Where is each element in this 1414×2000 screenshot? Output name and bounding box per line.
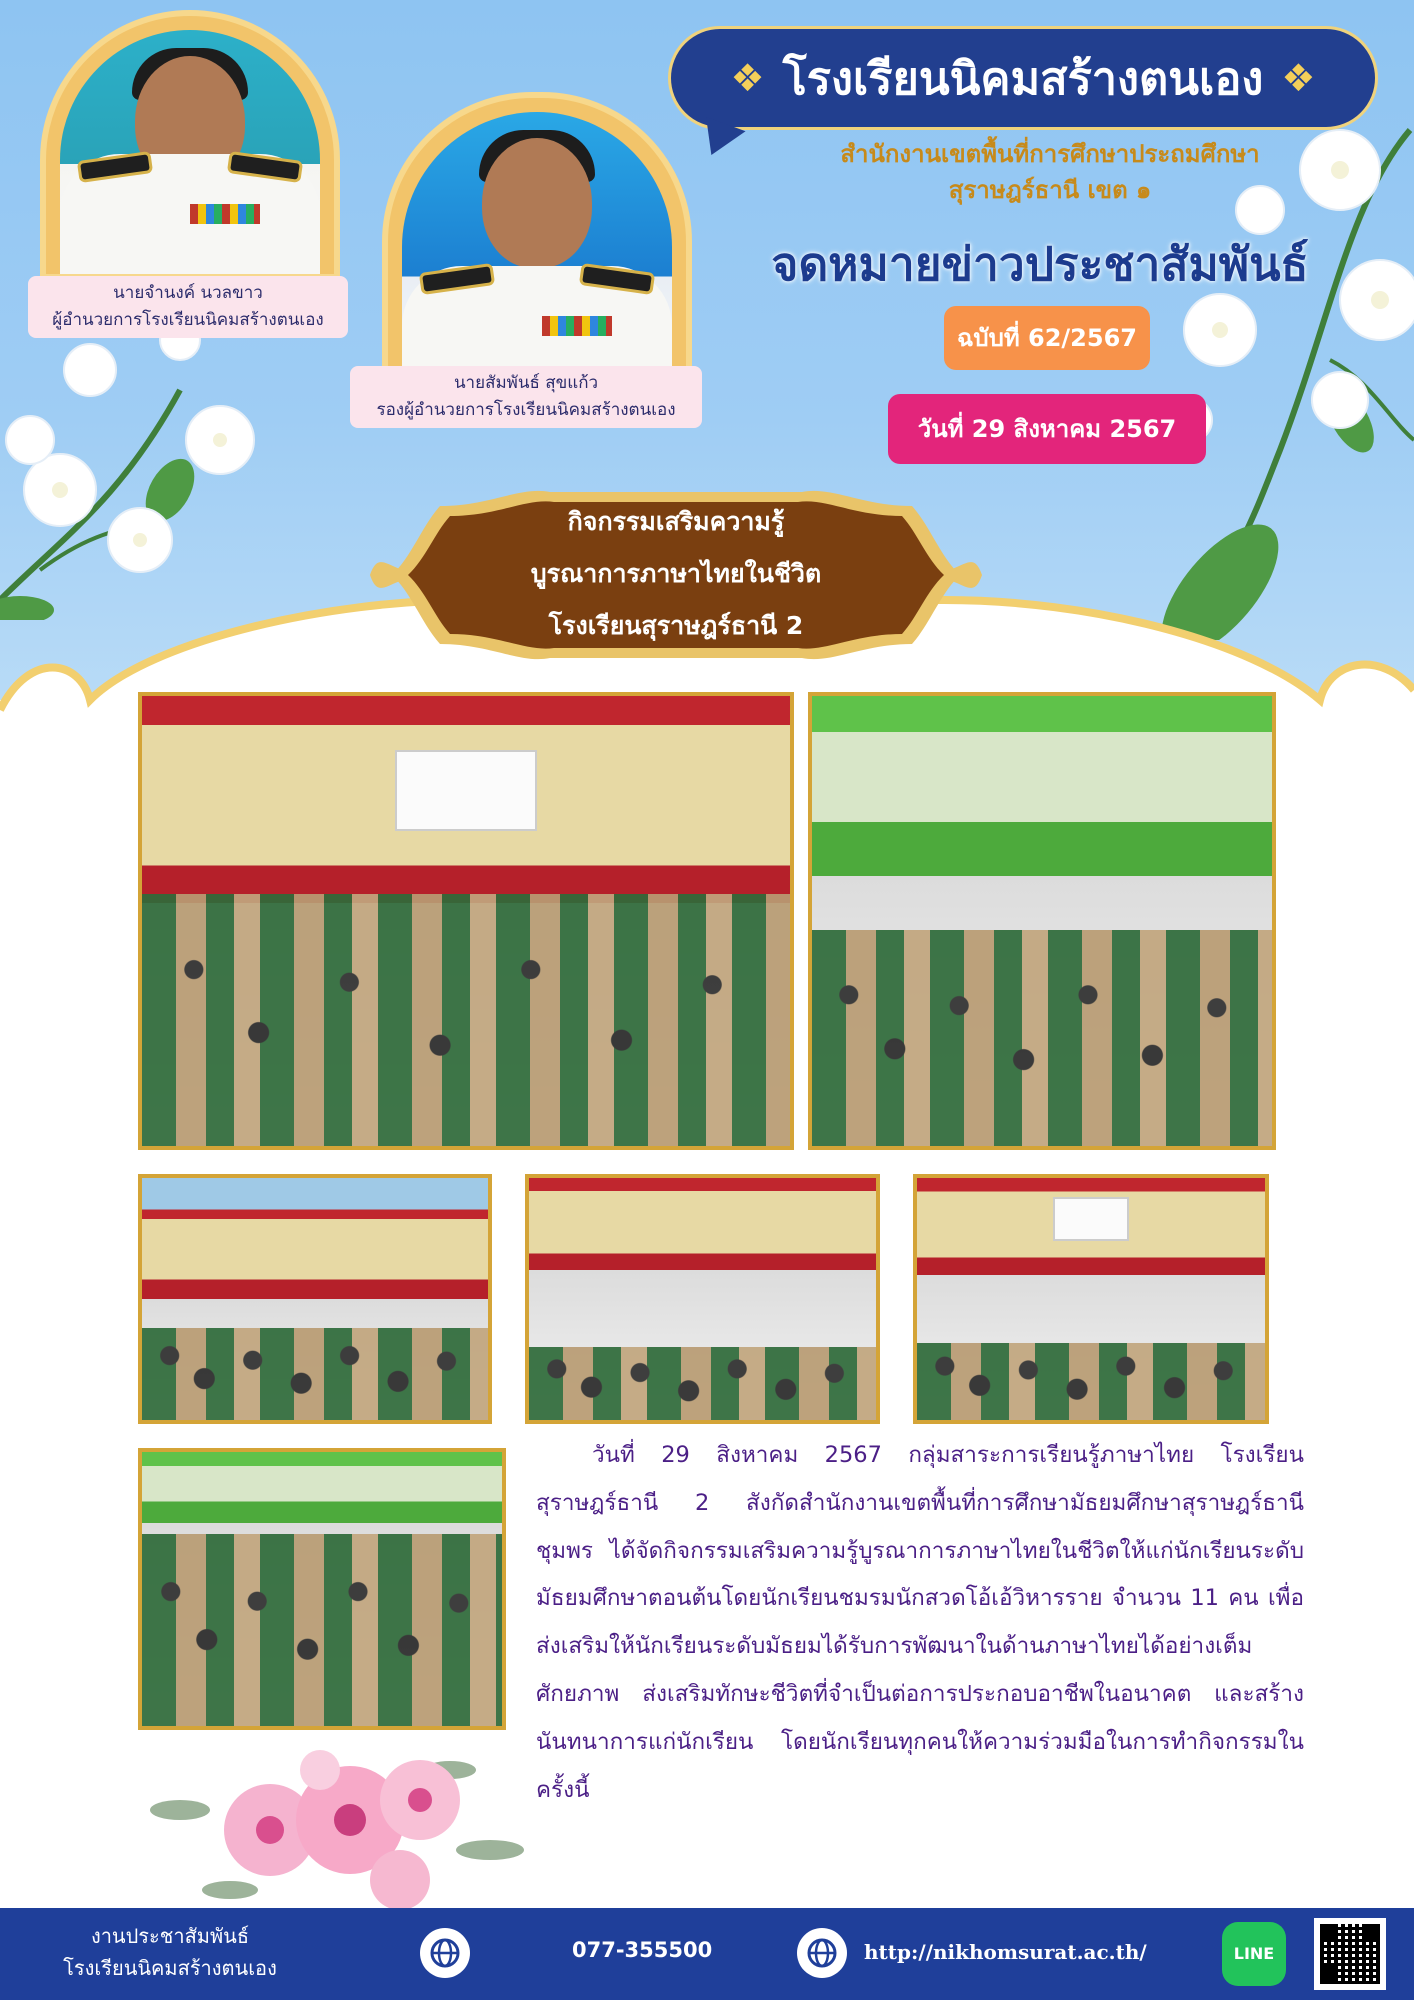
footer-dept-line-1: งานประชาสัมพันธ์ — [90, 1924, 250, 1948]
footer-website-link[interactable]: http://nikhomsurat.ac.th/ — [864, 1940, 1147, 1964]
activity-photo-4 — [525, 1174, 880, 1424]
activity-line-1: กิจกรรมเสริมความรู้ — [567, 507, 785, 536]
issue-badge: ฉบับที่ 62/2567 — [944, 306, 1150, 370]
newsletter-title: จดหมายข่าวประชาสัมพันธ์ — [771, 237, 1309, 291]
pink-flowers-decoration — [150, 1730, 530, 1930]
deputy-position: รองผู้อำนวยการโรงเรียนนิคมสร้างตนเอง — [376, 400, 676, 420]
office-line-2: สุราษฎร์ธานี เขต ๑ — [948, 176, 1152, 204]
globe-icon — [420, 1928, 470, 1978]
line-app-icon[interactable]: LINE — [1222, 1922, 1286, 1986]
director-position: ผู้อำนวยการโรงเรียนนิคมสร้างตนเอง — [52, 310, 324, 330]
diamond-ornament-icon: ❖ — [730, 56, 765, 100]
footer — [0, 1908, 1414, 2000]
activity-photo-2 — [808, 692, 1276, 1150]
footer-dept-line-2: โรงเรียนนิคมสร้างตนเอง — [63, 1956, 277, 1980]
footer-phone[interactable]: 077-355500 — [572, 1938, 713, 1962]
office-line-1: สำนักงานเขตพื้นที่การศึกษาประถมศึกษา — [840, 140, 1260, 168]
qr-code-icon[interactable] — [1314, 1918, 1386, 1990]
director-name: นายจำนงค์ นวลขาว — [113, 283, 263, 303]
footer-department — [40, 1920, 300, 1984]
education-office — [780, 136, 1320, 208]
deputy-name: นายสัมพันธ์ สุขแก้ว — [453, 373, 599, 393]
activity-title — [400, 496, 952, 652]
article-body: วันที่ 29 สิงหาคม 2567 กลุ่มสาระการเรียนรู้ภาษาไทย โรงเรียนสุราษฎร์ธานี 2 สังกัดสำนักงานเขตพื้นที่การศึกษามัธยมศึกษาสุราษฎร์ธานี ชุมพร ได้จัดกิจกรรมเสริมความรู้บูรณาการภาษาไทยในชีวิตให้แก่นักเรียนระดับมัธยมศึกษาตอนต้นโดยนักเรียนชมรมนักสวดโอ้เอ้วิหารราย จำนวน 11 คน เพื่อส่งเสริมให้นักเรียนระดับมัธยมได้รับการพัฒนาในด้านภาษาไทยได้อย่างเต็มศักยภาพ ส่งเสริมทักษะชีวิตที่จำเป็นต่อการประกอบอาชีพในอนาคต และสร้างนันทนาการแก่นักเรียน โดยนักเรียนทุกคนให้ความร่วมมือในการทำกิจกรรมในครั้งนี้ — [536, 1442, 1304, 1803]
deputy-nameplate — [350, 366, 702, 428]
activity-photo-5 — [913, 1174, 1269, 1424]
portrait-deputy — [382, 92, 692, 392]
activity-photo-6 — [138, 1448, 506, 1730]
school-title-bubble — [668, 26, 1378, 130]
activity-line-3: โรงเรียนสุราษฎร์ธานี 2 — [548, 611, 804, 640]
diamond-ornament-icon: ❖ — [1281, 56, 1316, 100]
school-title: โรงเรียนนิคมสร้างตนเอง — [782, 52, 1264, 105]
activity-photo-3 — [138, 1174, 492, 1424]
director-nameplate — [28, 276, 348, 338]
activity-photo-1 — [138, 692, 794, 1150]
activity-line-2: บูรณาการภาษาไทยในชีวิต — [530, 559, 822, 588]
globe-icon — [797, 1928, 847, 1978]
date-badge: วันที่ 29 สิงหาคม 2567 — [888, 394, 1206, 464]
